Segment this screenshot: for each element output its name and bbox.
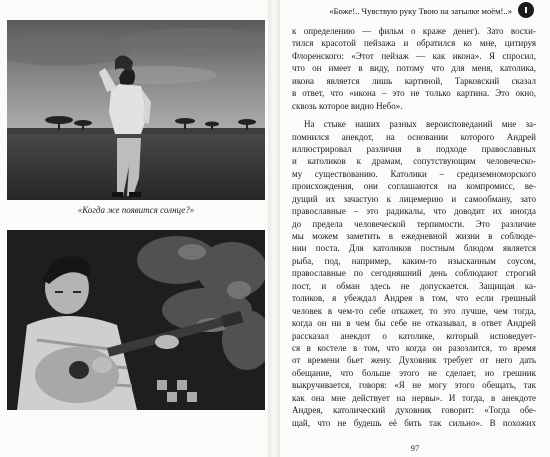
photo-man-in-field xyxy=(7,20,265,200)
text-line: выкручивается, говоря: «Я не могу этого обещать, так xyxy=(292,380,536,391)
text-line: толиков, я убеждал Андрея в том, что если грешный xyxy=(292,293,536,304)
text-line: что он имеет в виду, потому что для меня, католика, xyxy=(292,63,536,74)
text-line: мы можем заметить в ежедневной жизни в соблюде- xyxy=(292,231,536,241)
text-line: от времени бьет жену. Духовник требует от него дать xyxy=(292,355,536,366)
text-line: нии поста. Для католиков постным блюдом является xyxy=(292,243,536,254)
guitar-photo-image xyxy=(7,230,265,410)
text-line: сквозь которое видно Небо». xyxy=(292,100,403,111)
paragraph-1 xyxy=(292,25,536,112)
text-line: человек в чем-то себе откажет, то это лучше, чем тогда, xyxy=(292,305,536,316)
text-line: Флоренского: «Этот пейзаж — как икона». Я спросил, xyxy=(292,50,536,61)
text-line: щай, что не будешь её бить так сильно». В похожих xyxy=(292,417,536,428)
paragraph-2 xyxy=(292,118,536,429)
text-line: православные – это радикалы, что доводит их иногда xyxy=(292,206,536,217)
text-line: рассказал анекдот о католике, который исповедует- xyxy=(292,330,536,341)
body-text xyxy=(292,25,536,429)
text-line: му существованию. Католики – средиземноморского xyxy=(292,168,536,179)
text-line: дущий их зачастую к лицемерию и самообману, зато xyxy=(292,193,536,204)
text-line: в ответ, что «икона – это не только картина. Это окно, xyxy=(292,88,536,99)
text-line: На стыке наших разных вероисповеданий мне за- xyxy=(304,119,536,130)
text-line: к определению — фильм о краже денег). Зато восхи- xyxy=(292,26,536,36)
text-line: православные по сегодняшний день соблюдают строгий xyxy=(292,268,536,279)
text-line: помнился анекдот, на основании которого Андрей xyxy=(292,131,536,142)
text-line: когда он ни в чем бы себе не отказывал, в ответ Андрей xyxy=(292,318,536,329)
photo-caption: «Когда же появится солнце?» xyxy=(77,205,195,215)
text-line: до предела человеческой терпимости. Это различие xyxy=(292,218,536,229)
text-line: пост, и обман здесь не допускается. Защищая ка- xyxy=(292,280,536,291)
running-head: «Боже!.. Чувствую руку Твою на затылке моём!..» xyxy=(329,6,512,16)
right-page xyxy=(280,0,550,457)
field-photo-image xyxy=(7,20,265,200)
text-line: и католиков к драмам, сопутствующим человеческо- xyxy=(292,156,536,167)
text-line: как она мне действует на нервы». И тогда, в анекдоте xyxy=(292,392,536,403)
text-line: тился красотой пейзажа и обратился ко мне, цитируя xyxy=(292,38,536,49)
text-line: Андрея, католический духовник говорит: «Тогда обе- xyxy=(292,405,536,416)
text-line: рыба, под, например, каким-то изысканным соусом, xyxy=(292,255,536,266)
text-line: ся в костеле в том, что когда он разозлится, то время xyxy=(292,342,536,353)
text-line: иллюстрировал различия в подходе православных xyxy=(292,143,536,154)
text-line: обещание, что больше этого не сделает, но грешник xyxy=(292,367,536,378)
text-line: икона является лишь картиной, Тарковский сказал xyxy=(292,75,536,86)
page-tab-badge xyxy=(518,2,534,18)
page-number: 97 xyxy=(410,443,420,453)
book-gutter xyxy=(268,0,280,457)
photo-man-with-guitar xyxy=(7,230,265,410)
left-page xyxy=(0,0,268,457)
text-line: происхождения, они соглашаются на компромисс, ве- xyxy=(292,181,536,192)
